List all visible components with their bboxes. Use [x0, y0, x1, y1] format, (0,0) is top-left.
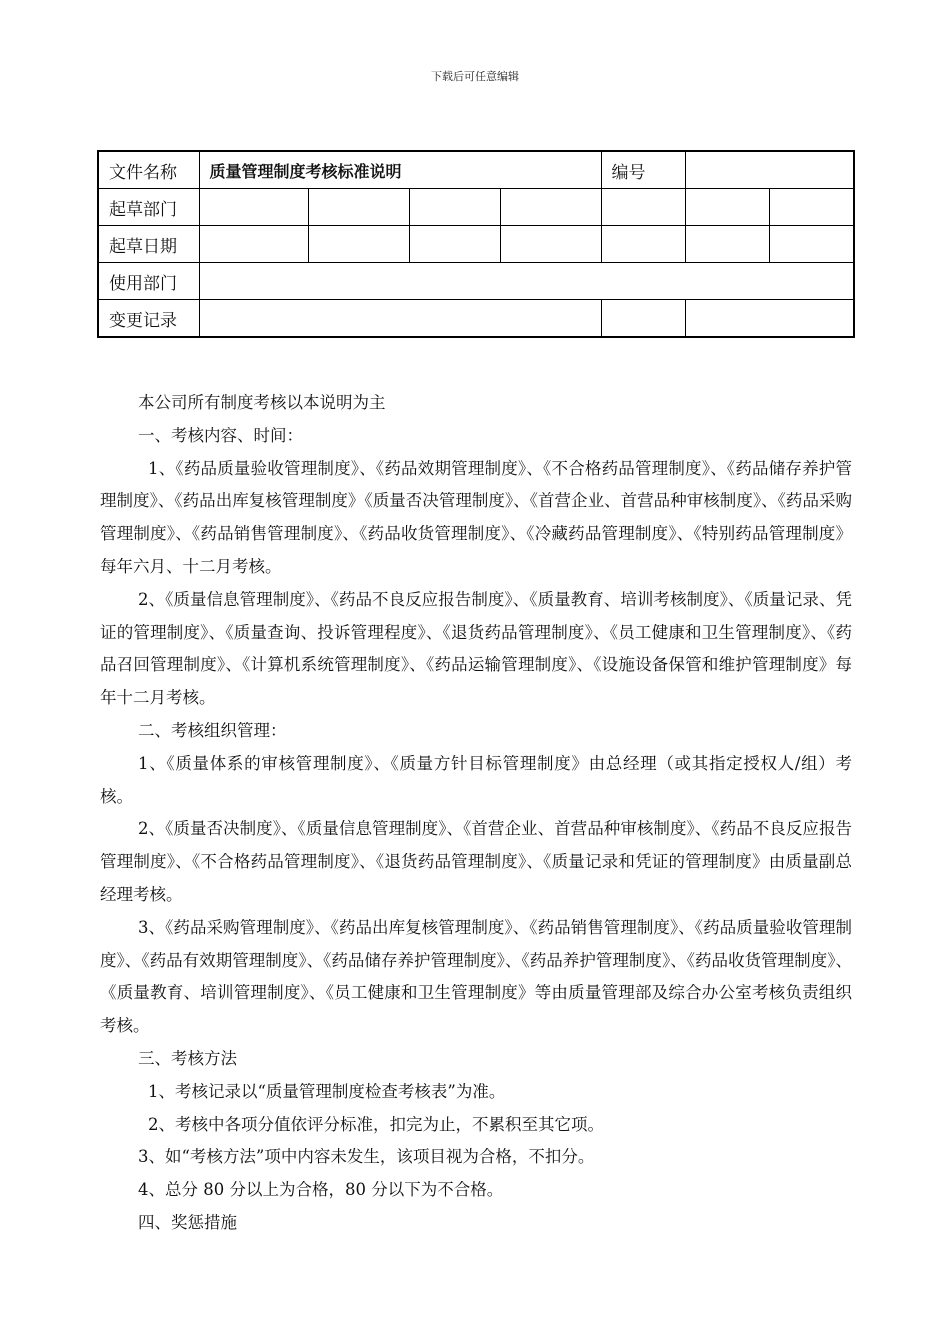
paragraph-3-4: 4、总分 80 分以上为合格，80 分以下为不合格。: [138, 1180, 504, 1200]
file-name-row: [98, 151, 854, 189]
document-body: [100, 387, 852, 1240]
change-log-cell: [685, 300, 854, 338]
draft-date-row: [98, 226, 854, 263]
paragraph-2-1: 1、《质量体系的审核管理制度》、《质量方针目标管理制度》由总经理（或其指定授权人/组）考核。: [100, 753, 852, 806]
file-name-value: 质量管理制度考核标准说明: [199, 151, 601, 189]
number-label: 编号: [601, 151, 685, 189]
change-log-row: [98, 300, 854, 338]
use-dept-value: [199, 263, 854, 300]
draft-dept-cell: [500, 189, 601, 226]
paragraph-3-2: 2、考核中各项分值依评分标准，扣完为止，不累积至其它项。: [148, 1114, 604, 1134]
draft-dept-cell: [308, 189, 409, 226]
draft-date-cell: [601, 226, 685, 263]
paragraph-2-2: 2、《质量否决制度》、《质量信息管理制度》、《首营企业、首营品种审核制度》、《药品不良反应报告管理制度》、《不合格药品管理制度》、《退货药品管理制度》、《质量记录和凭证的管理制度》由质量副总经理考核。: [100, 819, 852, 904]
draft-dept-cell: [601, 189, 685, 226]
draft-dept-cell: [409, 189, 500, 226]
use-dept-row: [98, 263, 854, 300]
paragraph-2-3: 3、《药品采购管理制度》、《药品出库复核管理制度》、《药品销售管理制度》、《药品质量验收管理制度》、《药品有效期管理制度》、《药品储存养护管理制度》、《药品养护管理制度》、《药品收货管理制度》、《质量教育、培训管理制度》、《员工健康和卫生管理制度》等由质量管理部及综合办公室考核负责组织考核。: [100, 917, 852, 1036]
change-log-label: 变更记录: [98, 300, 199, 338]
section-heading-1: 一、考核内容、时间：: [138, 425, 303, 445]
draft-dept-label: 起草部门: [98, 189, 199, 226]
draft-date-cell: [500, 226, 601, 263]
paragraph-3-1: 1、考核记录以“质量管理制度检查考核表”为准。: [148, 1081, 506, 1101]
paragraph-1-2: 2、《质量信息管理制度》、《药品不良反应报告制度》、《质量教育、培训考核制度》、《质量记录、凭证的管理制度》、《质量查询、投诉管理程度》、《退货药品管理制度》、《员工健康和卫生管理制度》、《药品召回管理制度》、《计算机系统管理制度》、《药品运输管理制度》、《设施设备保管和维护管理制度》每年十二月考核。: [100, 589, 852, 708]
draft-dept-cell: [199, 189, 308, 226]
section-heading-3: 三、考核方法: [138, 1048, 237, 1068]
draft-date-label: 起草日期: [98, 226, 199, 263]
draft-date-cell: [199, 226, 308, 263]
document-info-table: [97, 150, 855, 338]
section-heading-2: 二、考核组织管理：: [138, 720, 287, 740]
draft-dept-cell: [685, 189, 769, 226]
use-dept-label: 使用部门: [98, 263, 199, 300]
draft-dept-cell: [769, 189, 854, 226]
file-name-label: 文件名称: [98, 151, 199, 189]
paragraph-3-3: 3、如“考核方法”项中内容未发生，该项目视为合格，不扣分。: [138, 1147, 595, 1167]
change-log-cell: [601, 300, 685, 338]
draft-dept-row: [98, 189, 854, 226]
draft-date-cell: [769, 226, 854, 263]
draft-date-cell: [308, 226, 409, 263]
intro-paragraph: 本公司所有制度考核以本说明为主: [138, 393, 386, 412]
change-log-value: [199, 300, 601, 338]
section-heading-4: 四、奖惩措施: [138, 1212, 237, 1232]
paragraph-1-1: 1、《药品质量验收管理制度》、《药品效期管理制度》、《不合格药品管理制度》、《药品储存养护管理制度》、《药品出库复核管理制度》《质量否决管理制度》、《首营企业、首营品种审核制度》、《药品采购管理制度》、《药品销售管理制度》、《药品收货管理制度》、《冷藏药品管理制度》、《特别药品管理制度》每年六月、十二月考核。: [100, 458, 852, 576]
number-value: [685, 151, 854, 189]
draft-date-cell: [685, 226, 769, 263]
header-note: 下载后可任意编辑: [431, 70, 519, 83]
draft-date-cell: [409, 226, 500, 263]
